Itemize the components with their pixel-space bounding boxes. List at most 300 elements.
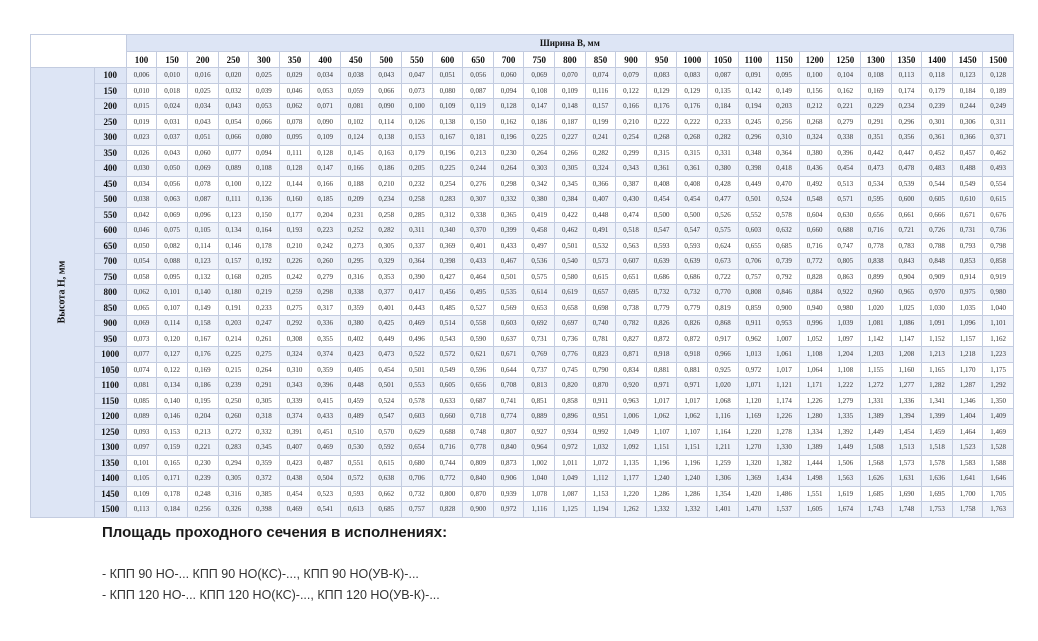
area-cell: 0,132 (187, 269, 218, 285)
height-header-cell (31, 68, 95, 518)
area-cell: 0,213 (463, 145, 494, 161)
area-cell: 0,256 (187, 502, 218, 518)
area-cell: 0,231 (340, 207, 371, 223)
area-cell: 0,603 (738, 223, 769, 239)
area-cell: 0,570 (371, 424, 402, 440)
area-cell: 0,296 (738, 130, 769, 146)
area-cell: 1,072 (585, 455, 616, 471)
area-cell: 0,128 (279, 161, 310, 177)
area-cell: 1,165 (922, 362, 953, 378)
area-cell: 1,147 (891, 331, 922, 347)
area-cell: 0,165 (157, 455, 188, 471)
area-cell: 1,335 (830, 409, 861, 425)
area-cell: 0,613 (340, 502, 371, 518)
area-cell: 0,038 (126, 192, 157, 208)
area-cell: 0,342 (524, 176, 555, 192)
area-cell: 0,069 (126, 316, 157, 332)
area-cell: 1,213 (922, 347, 953, 363)
area-cell: 0,449 (371, 331, 402, 347)
area-cell: 0,573 (585, 254, 616, 270)
area-cell: 0,688 (432, 424, 463, 440)
area-cell: 0,919 (983, 269, 1014, 285)
height-row-header: 350 (94, 145, 126, 161)
area-cell: 0,168 (218, 269, 249, 285)
area-cell: 0,927 (524, 424, 555, 440)
area-cell: 0,260 (310, 254, 341, 270)
area-cell: 0,716 (799, 238, 830, 254)
area-cell: 1,464 (952, 424, 983, 440)
area-cell: 0,543 (432, 331, 463, 347)
area-cell: 1,758 (952, 502, 983, 518)
area-cell: 0,489 (340, 409, 371, 425)
area-cell: 0,661 (891, 207, 922, 223)
area-cell: 1,151 (677, 440, 708, 456)
area-cell: 0,721 (891, 223, 922, 239)
area-cell: 0,308 (279, 331, 310, 347)
table-row (31, 254, 1014, 270)
area-cell: 0,148 (555, 99, 586, 115)
area-cell: 0,632 (769, 223, 800, 239)
area-cell: 1,151 (646, 440, 677, 456)
height-row-header: 1100 (94, 378, 126, 394)
area-cell: 0,185 (310, 192, 341, 208)
area-cell: 1,135 (616, 455, 647, 471)
width-col-header: 900 (616, 52, 647, 68)
area-cell: 1,583 (952, 455, 983, 471)
area-cell: 0,615 (585, 269, 616, 285)
area-cell: 1,112 (585, 471, 616, 487)
area-cell: 0,782 (616, 316, 647, 332)
area-cell: 0,122 (157, 362, 188, 378)
area-cell: 0,120 (157, 331, 188, 347)
area-cell: 1,434 (769, 471, 800, 487)
width-col-header: 200 (187, 52, 218, 68)
area-cell: 0,731 (952, 223, 983, 239)
area-cell: 0,069 (187, 161, 218, 177)
area-cell: 0,065 (126, 300, 157, 316)
table-row (31, 68, 1014, 84)
height-row-header: 850 (94, 300, 126, 316)
area-cell: 0,174 (891, 83, 922, 99)
area-cell: 0,996 (799, 316, 830, 332)
height-row-header: 900 (94, 316, 126, 332)
area-cell: 0,232 (402, 176, 433, 192)
area-cell: 0,552 (738, 207, 769, 223)
area-cell: 1,743 (860, 502, 891, 518)
dimensions-table-wrap (30, 34, 1014, 518)
area-cell: 0,336 (310, 316, 341, 332)
table-row (31, 393, 1014, 409)
area-cell: 1,121 (769, 378, 800, 394)
area-cell: 0,807 (493, 424, 524, 440)
area-cell: 0,275 (279, 300, 310, 316)
area-cell: 0,736 (555, 331, 586, 347)
area-cell: 0,544 (922, 176, 953, 192)
area-cell: 0,676 (983, 207, 1014, 223)
area-cell: 0,820 (555, 378, 586, 394)
area-cell: 0,448 (340, 378, 371, 394)
width-col-header: 1200 (799, 52, 830, 68)
area-cell: 0,258 (402, 192, 433, 208)
area-cell: 0,454 (646, 192, 677, 208)
area-cell: 0,478 (891, 161, 922, 177)
area-cell: 0,063 (157, 192, 188, 208)
area-cell: 1,404 (952, 409, 983, 425)
area-cell: 0,221 (830, 99, 861, 115)
area-cell: 0,524 (371, 393, 402, 409)
area-cell: 0,345 (249, 440, 280, 456)
area-cell: 0,128 (310, 145, 341, 161)
area-cell: 0,722 (708, 269, 739, 285)
area-cell: 1,409 (983, 409, 1014, 425)
area-cell: 0,184 (157, 502, 188, 518)
area-cell: 0,909 (922, 269, 953, 285)
area-cell: 0,380 (340, 316, 371, 332)
area-cell: 0,018 (157, 83, 188, 99)
height-row-header: 600 (94, 223, 126, 239)
area-cell: 1,563 (830, 471, 861, 487)
area-cell: 1,020 (708, 378, 739, 394)
area-cell: 0,853 (952, 254, 983, 270)
area-cell: 0,370 (463, 223, 494, 239)
area-cell: 1,341 (922, 393, 953, 409)
area-cell: 0,108 (249, 161, 280, 177)
area-cell: 0,380 (708, 161, 739, 177)
area-cell: 0,054 (126, 254, 157, 270)
area-cell: 0,366 (952, 130, 983, 146)
area-cell: 0,963 (616, 393, 647, 409)
area-cell: 0,177 (279, 207, 310, 223)
area-cell: 0,633 (432, 393, 463, 409)
area-cell: 0,501 (555, 238, 586, 254)
area-cell: 0,809 (463, 455, 494, 471)
area-cell: 0,089 (218, 161, 249, 177)
area-cell: 0,283 (218, 440, 249, 456)
area-cell: 0,428 (708, 176, 739, 192)
height-row-header: 1200 (94, 409, 126, 425)
area-cell: 0,578 (769, 207, 800, 223)
area-cell: 0,798 (983, 238, 1014, 254)
width-col-header: 1450 (952, 52, 983, 68)
area-cell: 0,066 (218, 130, 249, 146)
area-cell: 0,402 (340, 331, 371, 347)
area-cell: 0,726 (922, 223, 953, 239)
area-cell: 0,718 (463, 409, 494, 425)
area-cell: 0,540 (555, 254, 586, 270)
area-cell: 0,369 (432, 238, 463, 254)
area-cell: 0,242 (310, 238, 341, 254)
area-cell: 1,259 (708, 455, 739, 471)
area-cell: 0,109 (310, 130, 341, 146)
area-cell: 0,501 (371, 378, 402, 394)
area-cell: 0,615 (371, 455, 402, 471)
area-cell: 0,332 (249, 424, 280, 440)
area-cell: 0,079 (616, 68, 647, 84)
area-cell: 0,527 (463, 300, 494, 316)
area-cell: 0,279 (310, 269, 341, 285)
section-heading: Площадь проходного сечения в исполнениях: (102, 524, 448, 541)
area-cell: 0,233 (708, 114, 739, 130)
area-cell: 0,227 (555, 130, 586, 146)
width-col-header: 600 (432, 52, 463, 68)
area-cell: 0,970 (922, 285, 953, 301)
area-cell: 0,548 (799, 192, 830, 208)
area-cell: 0,283 (432, 192, 463, 208)
area-cell: 0,179 (922, 83, 953, 99)
area-cell: 0,487 (310, 455, 341, 471)
area-cell: 0,827 (616, 331, 647, 347)
area-cell: 0,066 (249, 114, 280, 130)
area-cell: 1,017 (677, 393, 708, 409)
area-cell: 0,408 (677, 176, 708, 192)
area-cell: 0,549 (432, 362, 463, 378)
area-cell: 0,105 (126, 471, 157, 487)
area-cell: 0,264 (493, 161, 524, 177)
area-cell: 0,960 (860, 285, 891, 301)
area-cell: 1,068 (708, 393, 739, 409)
area-cell: 0,157 (585, 99, 616, 115)
area-cell: 0,138 (371, 130, 402, 146)
area-cell: 0,547 (371, 409, 402, 425)
height-row-header: 250 (94, 114, 126, 130)
area-cell: 0,100 (218, 176, 249, 192)
table-row (31, 285, 1014, 301)
area-cell: 1,449 (860, 424, 891, 440)
area-cell: 0,338 (340, 285, 371, 301)
area-cell: 0,205 (402, 161, 433, 177)
area-cell: 0,026 (126, 145, 157, 161)
area-cell: 0,109 (555, 83, 586, 99)
width-col-header: 550 (402, 52, 433, 68)
area-cell: 0,258 (371, 207, 402, 223)
area-cell: 0,187 (555, 114, 586, 130)
area-cell: 0,244 (952, 99, 983, 115)
area-cell: 0,210 (279, 238, 310, 254)
area-cell: 0,469 (310, 440, 341, 456)
area-cell: 0,501 (738, 192, 769, 208)
area-cell: 0,858 (555, 393, 586, 409)
area-cell: 1,331 (860, 393, 891, 409)
area-cell: 0,660 (799, 223, 830, 239)
area-cell: 0,038 (340, 68, 371, 84)
area-cell: 0,805 (830, 254, 861, 270)
area-cell: 1,705 (983, 486, 1014, 502)
area-cell: 0,184 (952, 83, 983, 99)
area-cell: 0,083 (677, 68, 708, 84)
area-cell: 1,116 (708, 409, 739, 425)
area-cell: 0,252 (340, 223, 371, 239)
area-cell: 0,222 (646, 114, 677, 130)
area-cell: 0,149 (187, 300, 218, 316)
area-cell: 0,315 (677, 145, 708, 161)
area-cell: 0,127 (157, 347, 188, 363)
area-cell: 0,447 (891, 145, 922, 161)
area-cell: 0,113 (891, 68, 922, 84)
area-cell: 1,459 (922, 424, 953, 440)
table-row (31, 347, 1014, 363)
area-cell: 0,116 (585, 83, 616, 99)
area-cell: 0,298 (493, 176, 524, 192)
area-cell: 0,073 (126, 331, 157, 347)
area-cell: 0,191 (218, 300, 249, 316)
area-cell: 0,043 (371, 68, 402, 84)
area-cell: 0,261 (249, 331, 280, 347)
area-cell: 0,396 (310, 378, 341, 394)
area-cell: 1,588 (983, 455, 1014, 471)
area-cell: 0,433 (493, 238, 524, 254)
area-cell: 0,091 (738, 68, 769, 84)
area-cell: 0,549 (952, 176, 983, 192)
area-cell: 0,315 (646, 145, 677, 161)
area-cell: 1,292 (983, 378, 1014, 394)
area-cell: 0,043 (187, 114, 218, 130)
area-cell: 1,208 (891, 347, 922, 363)
area-cell: 1,030 (922, 300, 953, 316)
area-cell: 0,380 (799, 145, 830, 161)
area-cell: 0,167 (187, 331, 218, 347)
area-cell: 0,085 (126, 393, 157, 409)
width-col-header: 250 (218, 52, 249, 68)
area-cell: 0,203 (218, 316, 249, 332)
area-cell: 0,176 (646, 99, 677, 115)
area-cell: 0,053 (249, 99, 280, 115)
area-cell: 0,316 (218, 486, 249, 502)
area-cell: 0,229 (860, 99, 891, 115)
area-cell: 0,541 (310, 502, 341, 518)
area-cell: 0,296 (891, 114, 922, 130)
width-col-header: 1250 (830, 52, 861, 68)
area-cell: 0,443 (402, 300, 433, 316)
area-cell: 0,196 (432, 145, 463, 161)
area-cell: 0,050 (126, 238, 157, 254)
area-cell: 0,025 (249, 68, 280, 84)
area-cell: 1,278 (769, 424, 800, 440)
area-cell: 0,082 (157, 238, 188, 254)
height-row-header: 700 (94, 254, 126, 270)
area-cell: 0,863 (830, 269, 861, 285)
area-cell: 0,536 (524, 254, 555, 270)
area-cell: 0,129 (677, 83, 708, 99)
area-cell: 1,211 (708, 440, 739, 456)
area-cell: 1,035 (952, 300, 983, 316)
area-cell: 0,066 (371, 83, 402, 99)
area-cell: 0,266 (555, 145, 586, 161)
area-cell: 0,971 (677, 378, 708, 394)
area-cell: 1,350 (983, 393, 1014, 409)
area-cell: 0,275 (249, 347, 280, 363)
area-cell: 0,644 (493, 362, 524, 378)
area-cell: 0,070 (555, 68, 586, 84)
area-cell: 1,287 (952, 378, 983, 394)
area-cell: 1,226 (799, 393, 830, 409)
area-cell: 0,042 (126, 207, 157, 223)
area-cell: 0,114 (371, 114, 402, 130)
area-cell: 1,646 (983, 471, 1014, 487)
area-cell: 0,469 (402, 316, 433, 332)
area-cell: 0,080 (249, 130, 280, 146)
area-cell: 0,215 (218, 362, 249, 378)
area-cell: 0,210 (616, 114, 647, 130)
area-cell: 0,359 (310, 362, 341, 378)
table-row (31, 424, 1014, 440)
area-cell: 0,324 (585, 161, 616, 177)
area-cell: 0,299 (616, 145, 647, 161)
area-cell: 0,881 (646, 362, 677, 378)
area-cell: 0,114 (187, 238, 218, 254)
area-cell: 1,108 (830, 362, 861, 378)
area-cell: 0,109 (432, 99, 463, 115)
area-cell: 0,975 (952, 285, 983, 301)
area-cell: 1,017 (769, 362, 800, 378)
area-cell: 1,578 (922, 455, 953, 471)
area-cell: 0,282 (371, 223, 402, 239)
area-cell: 1,049 (616, 424, 647, 440)
area-cell: 0,135 (708, 83, 739, 99)
area-cell: 0,572 (432, 347, 463, 363)
area-cell: 0,043 (218, 99, 249, 115)
area-cell: 0,194 (738, 99, 769, 115)
height-row-header: 500 (94, 192, 126, 208)
area-cell: 0,654 (402, 440, 433, 456)
height-row-header: 1400 (94, 471, 126, 487)
area-cell: 0,680 (402, 455, 433, 471)
area-cell: 1,062 (646, 409, 677, 425)
area-cell: 0,408 (646, 176, 677, 192)
area-cell: 0,145 (340, 145, 371, 161)
area-cell: 0,572 (340, 471, 371, 487)
area-cell: 0,953 (769, 316, 800, 332)
area-cell: 0,146 (218, 238, 249, 254)
area-cell: 0,364 (402, 254, 433, 270)
area-cell: 0,147 (310, 161, 341, 177)
area-cell: 1,007 (769, 331, 800, 347)
area-cell: 0,210 (371, 176, 402, 192)
area-cell: 0,738 (616, 300, 647, 316)
area-cell: 0,179 (402, 145, 433, 161)
area-cell: 0,031 (157, 114, 188, 130)
width-col-header: 1350 (891, 52, 922, 68)
width-col-header: 450 (340, 52, 371, 68)
area-cell: 0,169 (860, 83, 891, 99)
area-cell: 0,698 (585, 300, 616, 316)
area-cell: 0,292 (279, 316, 310, 332)
area-cell: 0,697 (555, 316, 586, 332)
area-cell: 1,537 (769, 502, 800, 518)
area-cell: 0,571 (830, 192, 861, 208)
area-cell: 0,422 (555, 207, 586, 223)
area-cell: 0,483 (922, 161, 953, 177)
area-cell: 0,965 (891, 285, 922, 301)
area-cell: 1,006 (616, 409, 647, 425)
area-cell: 1,636 (922, 471, 953, 487)
area-cell: 0,433 (463, 254, 494, 270)
area-cell: 1,498 (799, 471, 830, 487)
area-cell: 0,858 (983, 254, 1014, 270)
area-cell: 1,279 (830, 393, 861, 409)
area-cell: 0,213 (187, 424, 218, 440)
area-cell: 0,534 (860, 176, 891, 192)
area-cell: 1,685 (860, 486, 891, 502)
area-cell: 1,568 (860, 455, 891, 471)
area-cell: 0,361 (922, 130, 953, 146)
area-cell: 0,918 (646, 347, 677, 363)
area-cell: 0,032 (218, 83, 249, 99)
area-cell: 0,500 (677, 207, 708, 223)
area-cell: 0,870 (585, 378, 616, 394)
area-cell: 0,073 (402, 83, 433, 99)
area-cell: 1,086 (891, 316, 922, 332)
area-cell: 1,369 (738, 471, 769, 487)
